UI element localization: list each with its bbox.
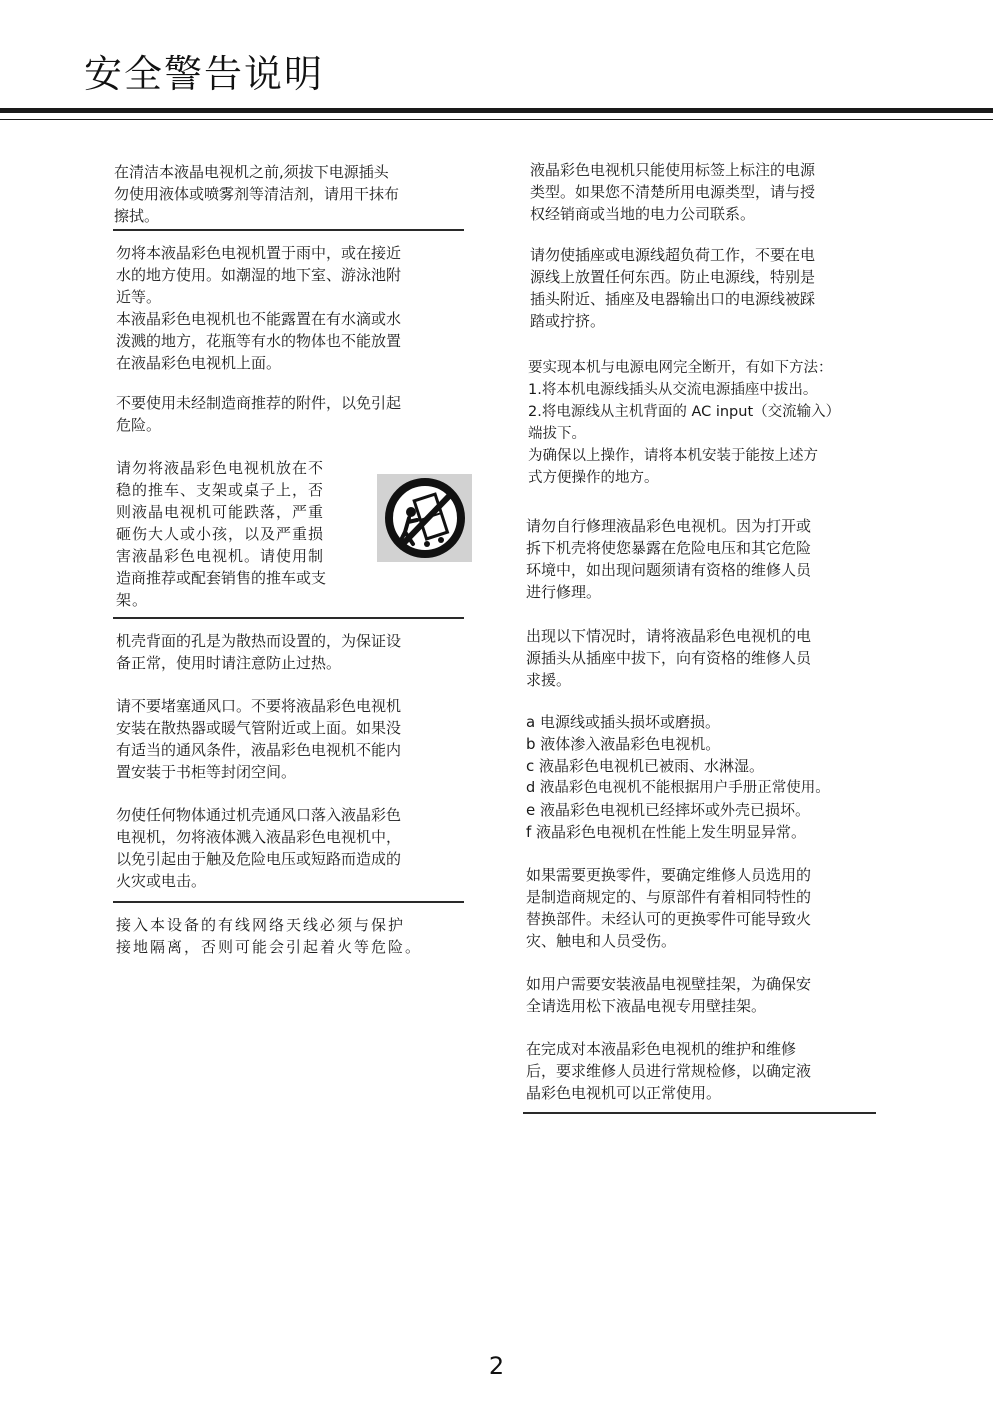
text-line: 请勿自行修理液晶彩色电视机。因为打开或 — [526, 517, 812, 535]
page-title: 安全警告说明 — [84, 52, 325, 96]
paragraph-antenna — [116, 914, 422, 958]
text-line: 机壳背面的孔是为散热而设置的，为保证设 — [116, 632, 402, 650]
text-line: 式方便操作的地方。 — [528, 470, 659, 486]
paragraph-power-type — [530, 159, 815, 225]
section-divider — [113, 901, 464, 903]
text-line: 稳的推车、支架或桌子上，否 — [116, 481, 325, 499]
text-line: 为确保以上操作，请将本机安装于能按上述方 — [528, 448, 818, 464]
paragraph-self-repair — [526, 515, 811, 603]
text-line: 勿将本液晶彩色电视机置于雨中，或在接近 — [116, 244, 402, 262]
text-line: 电视机，勿将液体溅入液晶彩色电视机中， — [116, 828, 402, 846]
list-item: c 液晶彩色电视机已被雨、水淋湿。 — [526, 757, 765, 775]
text-line: 在清洁本液晶电视机之前,须拔下电源插头 — [114, 163, 389, 181]
paragraph-objects — [116, 804, 401, 892]
paragraph-accessories — [116, 392, 401, 436]
text-line: 源插头从插座中拔下，向有资格的维修人员 — [526, 649, 812, 667]
text-line: 在液晶彩色电视机上面。 — [116, 354, 282, 372]
text-line: 请勿使插座或电源线超负荷工作，不要在电 — [530, 246, 816, 264]
section-divider — [113, 229, 464, 231]
cart-tipover-warning-icon — [377, 474, 472, 562]
cart-tipover-svg — [377, 474, 472, 562]
text-line: 踏或拧挤。 — [530, 312, 606, 330]
text-line: 接地隔离，否则可能会引起着火等危险。 — [116, 938, 423, 956]
list-item: b 液体渗入液晶彩色电视机。 — [526, 735, 721, 753]
paragraph-cleaning — [114, 161, 399, 227]
text-line: 危险。 — [116, 416, 162, 434]
text-line: 端拔下。 — [528, 426, 586, 442]
text-line: 架。 — [116, 591, 149, 609]
text-line: 是制造商规定的、与原部件有着相同特性的 — [526, 888, 812, 906]
text-line: 接入本设备的有线网络天线必须与保护 — [116, 916, 406, 934]
paragraph-replacement — [526, 864, 811, 952]
paragraph-wall-mount — [526, 973, 811, 1017]
text-line: 源线上放置任何东西。防止电源线，特别是 — [530, 268, 816, 286]
text-line: 置安装于书柜等封闭空间。 — [116, 763, 297, 781]
text-line: 砸伤大人或小孩，以及严重损 — [116, 525, 325, 543]
text-line: 安装在散热器或暖气管附近或上面。如果没 — [116, 719, 402, 737]
page-number: 2 — [488, 1352, 505, 1380]
text-line: 如果需要更换零件，要确定维修人员选用的 — [526, 866, 812, 884]
text-line: 不要使用未经制造商推荐的附件，以免引起 — [116, 394, 402, 412]
text-line: 火灾或电击。 — [116, 872, 207, 890]
text-line: 2.将电源线从主机背面的 AC input（交流输入） — [528, 404, 841, 420]
text-line: 液晶彩色电视机只能使用标签上标注的电源 — [530, 161, 816, 179]
list-item: f 液晶彩色电视机在性能上发生明显异常。 — [526, 823, 807, 841]
text-line: 则液晶电视机可能跌落，严重 — [116, 503, 325, 521]
list-item: e 液晶彩色电视机已经摔坏或外壳已损坏。 — [526, 801, 810, 819]
text-line: 擦拭。 — [114, 207, 160, 225]
text-line: 备正常，使用时请注意防止过热。 — [116, 654, 342, 672]
paragraph-moisture — [116, 242, 401, 374]
paragraph-overload — [530, 244, 815, 332]
text-line: 拆下机壳将使您暴露在危险电压和其它危险 — [526, 539, 812, 557]
text-line: 请不要堵塞通风口。不要将液晶彩色电视机 — [116, 697, 402, 715]
text-line: 全请选用松下液晶电视专用壁挂架。 — [526, 997, 767, 1015]
text-line: 进行修理。 — [526, 583, 602, 601]
text-line: 请勿将液晶彩色电视机放在不 — [116, 459, 325, 477]
header-rule-thick — [0, 108, 993, 113]
text-line: 出现以下情况时，请将液晶彩色电视机的电 — [526, 627, 812, 645]
text-line: 晶彩色电视机可以正常使用。 — [526, 1084, 722, 1102]
text-line: 求援。 — [526, 671, 572, 689]
text-line: 类型。如果您不清楚所用电源类型，请与授 — [530, 183, 816, 201]
text-line: 灾、触电和人员受伤。 — [526, 932, 677, 950]
paragraph-vents — [116, 630, 401, 674]
text-line: 插头附近、插座及电器输出口的电源线被踩 — [530, 290, 816, 308]
text-line: 勿使用液体或喷雾剂等清洁剂，请用干抹布 — [114, 185, 400, 203]
text-line: 如用户需要安装液晶电视壁挂架，为确保安 — [526, 975, 812, 993]
text-line: 权经销商或当地的电力公司联系。 — [530, 205, 756, 223]
text-line: 害液晶彩色电视机。请使用制 — [116, 547, 325, 565]
text-line: 造商推荐或配套销售的推车或支 — [116, 569, 327, 587]
text-line: 以免引起由于触及危险电压或短路而造成的 — [116, 850, 402, 868]
list-item: a 电源线或插头损坏或磨损。 — [526, 713, 720, 731]
paragraph-disconnect — [528, 357, 840, 489]
text-line: 勿使任何物体通过机壳通风口落入液晶彩色 — [116, 806, 402, 824]
text-line: 在完成对本液晶彩色电视机的维护和维修 — [526, 1040, 797, 1058]
section-divider — [113, 617, 464, 619]
paragraph-blocking — [116, 695, 401, 783]
text-line: 后，要求维修人员进行常规检修，以确定液 — [526, 1062, 812, 1080]
text-line: 近等。 — [116, 288, 162, 306]
section-divider — [523, 1112, 876, 1114]
text-line: 有适当的通风条件，液晶彩色电视机不能内 — [116, 741, 402, 759]
text-line: 替换部件。未经认可的更换零件可能导致火 — [526, 910, 812, 928]
paragraph-cart — [116, 457, 326, 611]
paragraph-safety-check — [526, 1038, 811, 1104]
text-line: 1.将本机电源线插头从交流电源插座中拔出。 — [528, 382, 818, 398]
list-conditions — [526, 711, 830, 843]
paragraph-unplug — [526, 625, 811, 691]
text-line: 环境中，如出现问题须请有资格的维修人员 — [526, 561, 812, 579]
header-rule-thin — [0, 119, 993, 120]
text-line: 本液晶彩色电视机也不能露置在有水滴或水 — [116, 310, 402, 328]
list-item: d 液晶彩色电视机不能根据用户手册正常使用。 — [526, 780, 830, 796]
text-line: 要实现本机与电源电网完全断开，有如下方法： — [528, 360, 833, 376]
text-line: 水的地方使用。如潮湿的地下室、游泳池附 — [116, 266, 402, 284]
text-line: 泼溅的地方，花瓶等有水的物体也不能放置 — [116, 332, 402, 350]
